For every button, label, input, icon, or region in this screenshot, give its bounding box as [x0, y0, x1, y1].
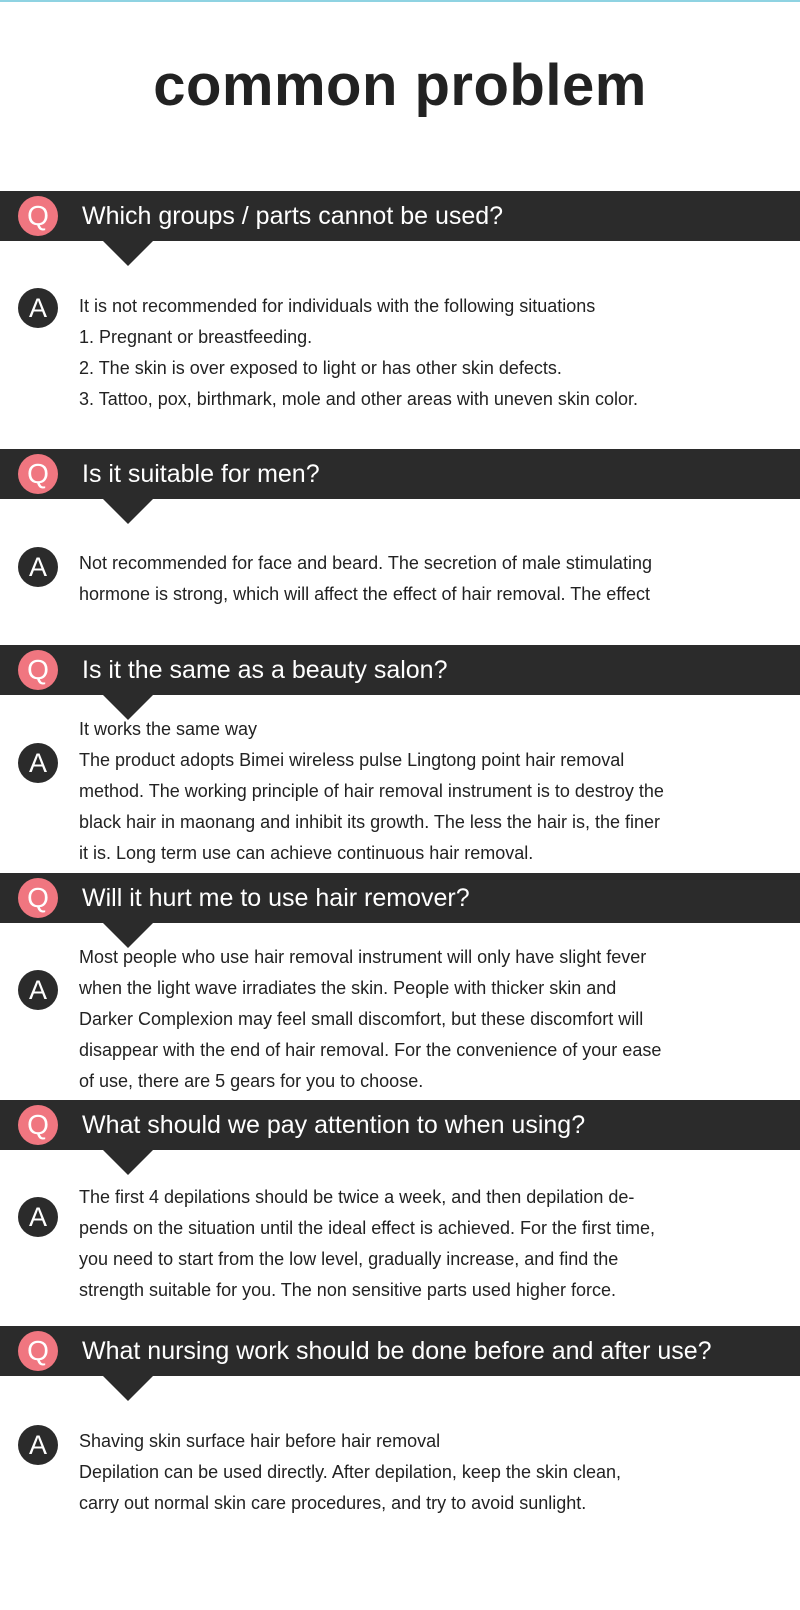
question-bar	[0, 873, 800, 923]
question-bar	[0, 1100, 800, 1150]
answer-line: of use, there are 5 gears for you to choose.	[79, 1071, 424, 1091]
answer-line: It works the same way	[79, 719, 258, 739]
q-badge-icon: Q	[18, 1105, 58, 1145]
a-badge-icon: A	[18, 970, 58, 1010]
answer-line: you need to start from the low level, gradually increase, and find the	[79, 1249, 619, 1269]
answer-line: Not recommended for face and beard. The secretion of male stimulating	[79, 553, 652, 573]
q-badge-icon: Q	[18, 196, 58, 236]
answer-line: pends on the situation until the ideal effect is achieved. For the first time,	[79, 1218, 655, 1238]
answer-line: hormone is strong, which will affect the effect of hair removal. The effect	[79, 584, 650, 604]
answer-line: 1. Pregnant or breastfeeding.	[79, 327, 313, 347]
a-badge-icon: A	[18, 288, 58, 328]
question-text: Will it hurt me to use hair remover?	[82, 884, 470, 912]
question-text: Is it suitable for men?	[82, 460, 320, 488]
top-accent-line	[0, 0, 800, 2]
answer-line: Depilation can be used directly. After depilation, keep the skin clean,	[79, 1462, 621, 1482]
answer-line: black hair in maonang and inhibit its growth. The less the hair is, the finer	[79, 812, 660, 832]
answer-line: when the light wave irradiates the skin. People with thicker skin and	[79, 978, 617, 998]
q-badge-icon: Q	[18, 650, 58, 690]
a-badge-icon: A	[18, 743, 58, 783]
q-badge-icon: Q	[18, 1331, 58, 1371]
question-text: Is it the same as a beauty salon?	[82, 656, 448, 684]
question-bar	[0, 449, 800, 499]
answer-text	[79, 291, 779, 415]
answer-text	[79, 1182, 779, 1306]
a-badge-icon: A	[18, 547, 58, 587]
question-bar	[0, 191, 800, 241]
a-badge-icon: A	[18, 1197, 58, 1237]
answer-line: Most people who use hair removal instrument will only have slight fever	[79, 947, 647, 967]
page-title: common problem	[153, 53, 647, 118]
answer-line: 3. Tattoo, pox, birthmark, mole and other areas with uneven skin color.	[79, 389, 638, 409]
answer-line: carry out normal skin care procedures, and try to avoid sunlight.	[79, 1493, 587, 1513]
answer-line: it is. Long term use can achieve continuous hair removal.	[79, 843, 534, 863]
answer-line: Shaving skin surface hair before hair removal	[79, 1431, 441, 1451]
answer-line: The product adopts Bimei wireless pulse Lingtong point hair removal	[79, 750, 625, 770]
answer-line: strength suitable for you. The non sensitive parts used higher force.	[79, 1280, 616, 1300]
question-text: What nursing work should be done before and after use?	[82, 1337, 712, 1365]
question-bar	[0, 1326, 800, 1376]
answer-line: It is not recommended for individuals with the following situations	[79, 296, 596, 316]
answer-line: method. The working principle of hair removal instrument is to destroy the	[79, 781, 664, 801]
answer-line: The first 4 depilations should be twice a week, and then depilation de-	[79, 1187, 635, 1207]
answer-line: 2. The skin is over exposed to light or has other skin defects.	[79, 358, 562, 378]
question-text: Which groups / parts cannot be used?	[82, 202, 504, 230]
a-badge-icon: A	[18, 1425, 58, 1465]
question-text: What should we pay attention to when using?	[82, 1111, 586, 1139]
answer-line: Darker Complexion may feel small discomfort, but these discomfort will	[79, 1009, 644, 1029]
q-badge-icon: Q	[18, 454, 58, 494]
answer-line: disappear with the end of hair removal. For the convenience of your ease	[79, 1040, 662, 1060]
q-badge-icon: Q	[18, 878, 58, 918]
answer-text	[79, 942, 779, 1097]
answer-text	[79, 1426, 779, 1519]
answer-text	[79, 714, 779, 869]
question-bar	[0, 645, 800, 695]
answer-text	[79, 548, 779, 610]
